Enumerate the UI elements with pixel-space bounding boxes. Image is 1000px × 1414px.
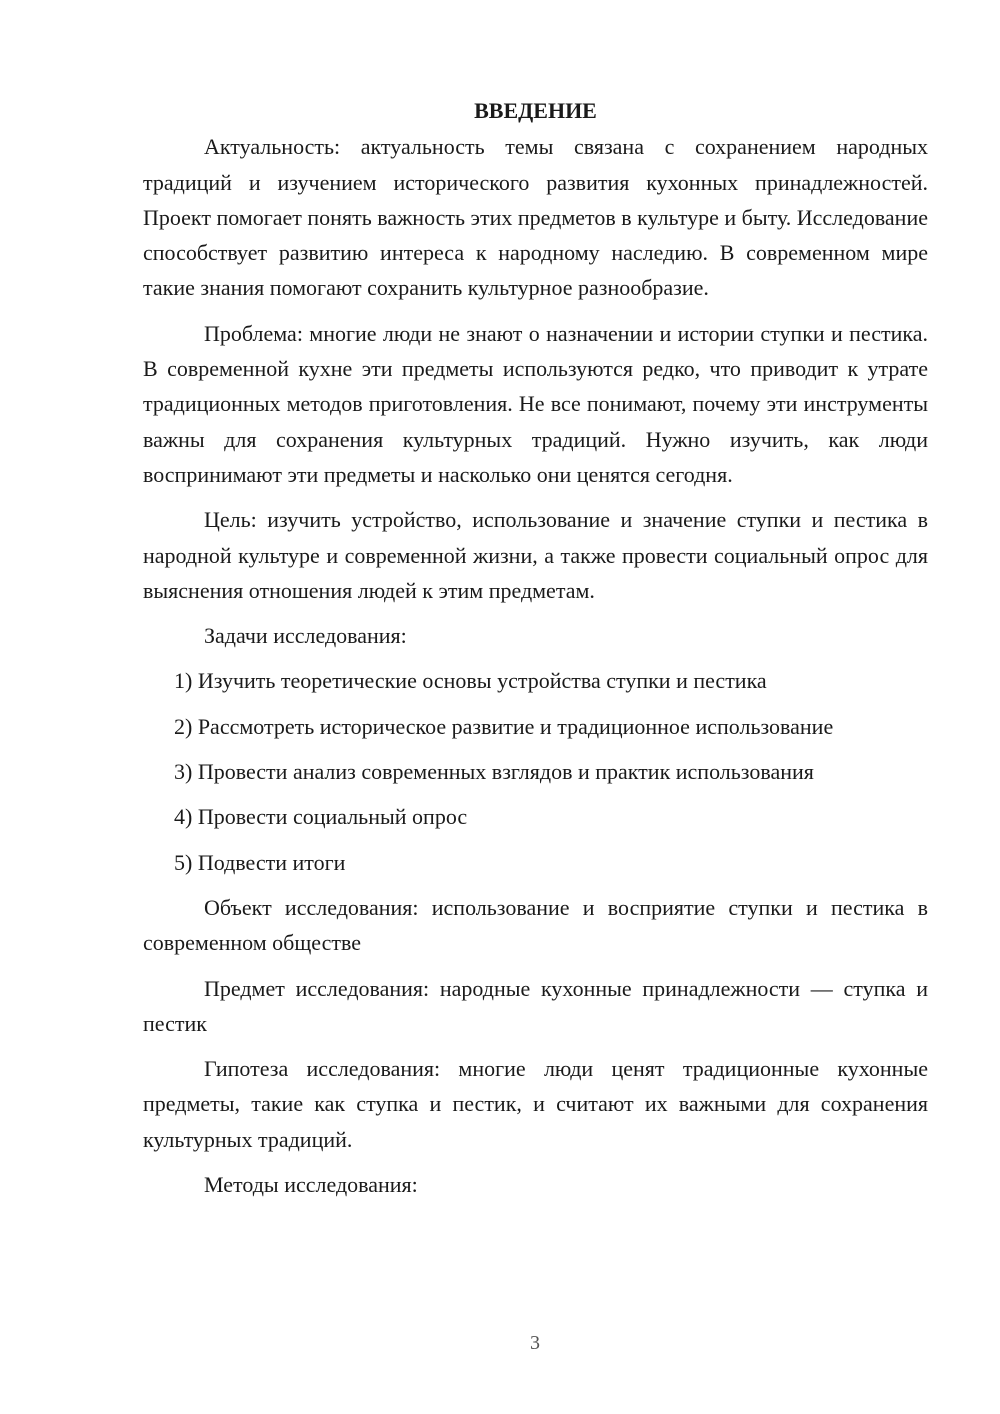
hypothesis-paragraph: Гипотеза исследования: многие люди ценят традиционные кухонные предметы, такие как ступка и пестик, и считают их важными для сохранения культурных традиций.	[143, 1056, 928, 1152]
page-number: 3	[530, 1332, 540, 1354]
list-item: 5) Подвести итоги	[174, 849, 346, 875]
problem-paragraph: Проблема: многие люди не знают о назначении и истории ступки и пестика. В современной кухне эти предметы используются редко, что приводит к утрате традиционных методов приготовления. Не все понимают, почему эти инструменты важны для сохранения культурных традиций. Нужно изучить, как люди воспринимают эти предметы и насколько они ценятся сегодня.	[143, 320, 928, 487]
goal-paragraph: Цель: изучить устройство, использование и значение ступки и пестика в народной культуре и современной жизни, а также провести социальный опрос для выяснения отношения людей к этим предметам.	[143, 507, 928, 603]
methods-label: Методы исследования:	[204, 1172, 418, 1198]
tasks-label: Задачи исследования:	[204, 623, 407, 649]
section-title: ВВЕДЕНИЕ	[474, 98, 597, 123]
object-paragraph: Объект исследования: использование и восприятие ступки и пестика в современном обществе	[143, 894, 928, 956]
tasks-list	[143, 663, 928, 879]
list-item: 1) Изучить теоретические основы устройства ступки и пестика	[174, 668, 767, 694]
list-item: 2) Рассмотреть историческое развитие и традиционное использование	[174, 713, 834, 739]
list-item: 3) Провести анализ современных взглядов и практик использования	[174, 759, 814, 785]
relevance-paragraph: Актуальность: актуальность темы связана с сохранением народных традиций и изучением исторического развития кухонных принадлежностей. Проект помогает понять важность этих предметов в культуре и быту. Исследование способствует развитию интереса к народному наследию. В современном мире такие знания помогают сохранить культурное разнообразие.	[143, 134, 928, 301]
subject-paragraph: Предмет исследования: народные кухонные принадлежности — ступка и пестик	[143, 975, 928, 1036]
document-page	[143, 93, 928, 1212]
list-item: 4) Провести социальный опрос	[174, 804, 468, 830]
